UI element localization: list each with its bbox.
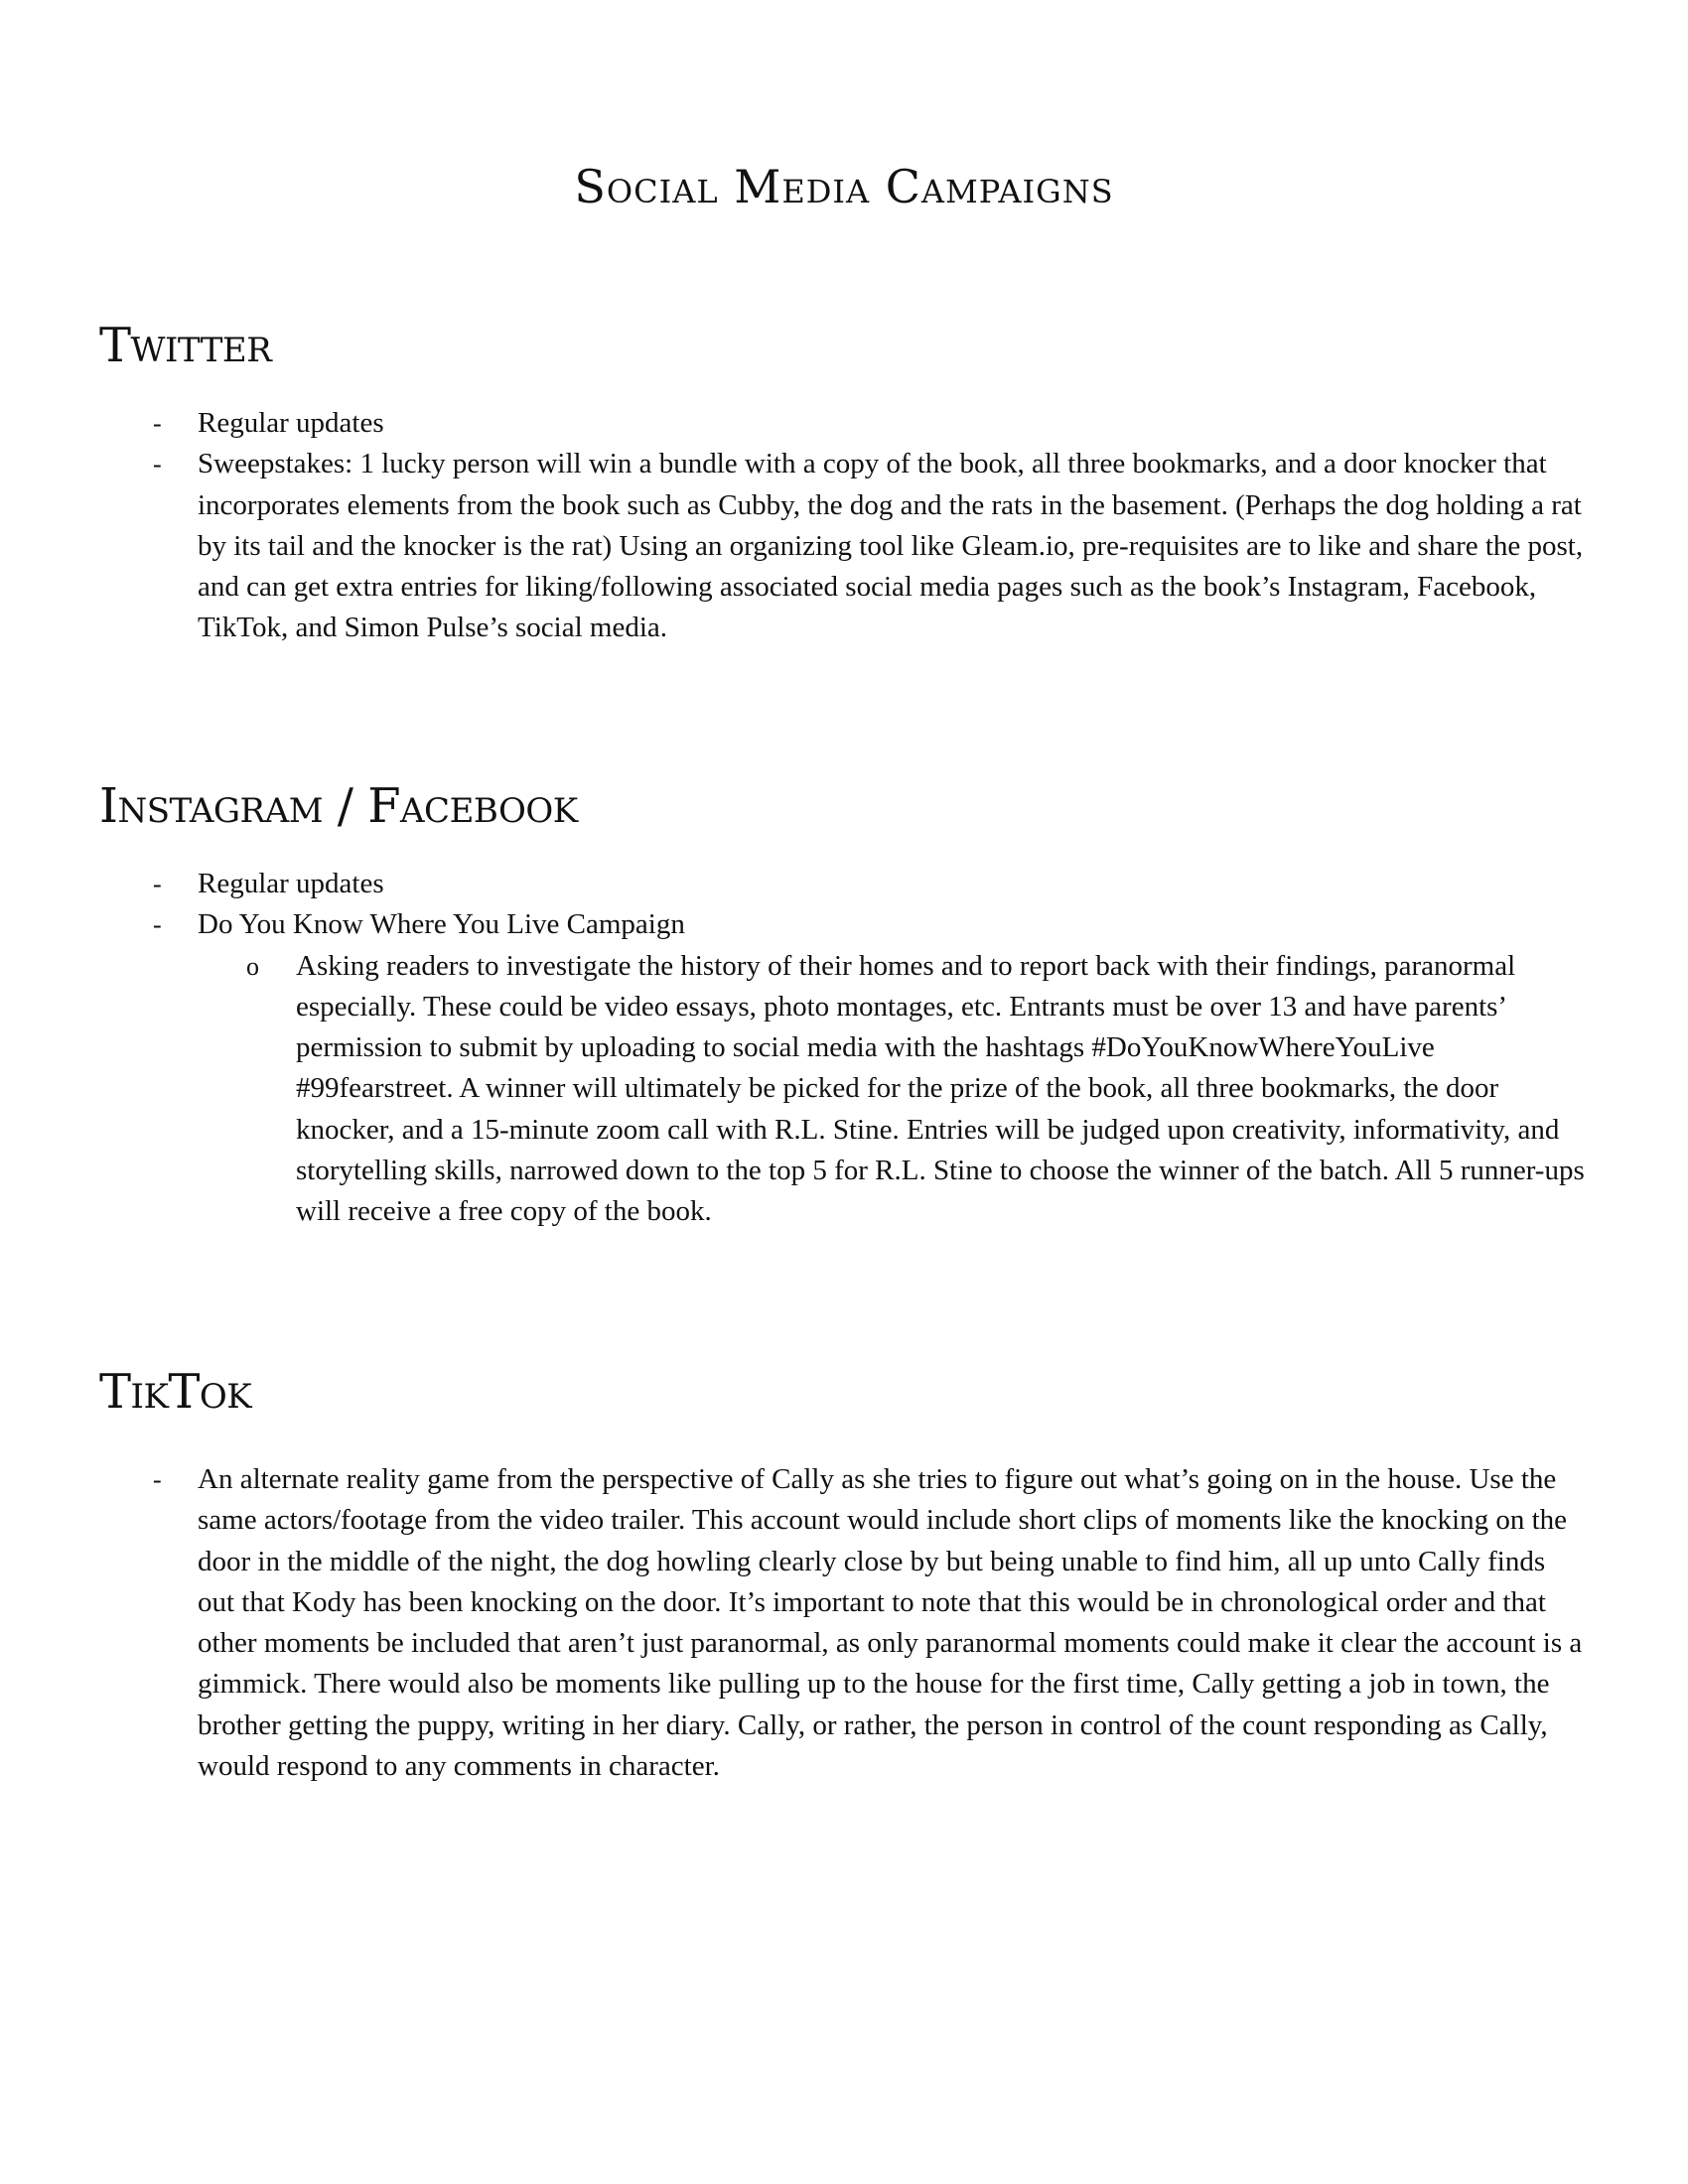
dash-bullet: - (153, 409, 162, 438)
section-tiktok (99, 1362, 1589, 1787)
circle-bullet: o (246, 951, 259, 981)
list-item (99, 904, 1589, 1232)
list-item (99, 403, 1589, 444)
dash-bullet: - (153, 870, 162, 898)
section-heading-instagram-facebook: Instagram / Facebook (99, 778, 578, 834)
sub-list-item-text: Asking readers to investigate the history of their homes and to report back with their findings, paranormal especially. These could be video essays, photo montages, etc. Entrants must be over 13 and have parents’ permission to submit by uploading to social media with the hashtags #DoYouKnowWhereYouLive #99fearstreet. A winner will ultimately be picked for the prize of the book, all three bookmarks, the door knocker, and a 15-minute zoom call with R.L. Stine. Entries will be judged upon creativity, informativity, and storytelling skills, narrowed down to the top 5 for R.L. Stine to choose the winner of the batch. All 5 runner-ups will receive a free copy of the book. (296, 949, 1585, 1228)
section-heading-tiktok: TikTok (99, 1364, 252, 1420)
list-item (99, 444, 1589, 648)
list-item-text: Do You Know Where You Live Campaign (198, 908, 685, 941)
list-item-text: Sweepstakes: 1 lucky person will win a bundle with a copy of the book, all three bookmarks, and a door knocker that incorporates elements from the book such as Cubby, the dog and the rats in the basement. (Perhaps the dog holding a rat by its tail and the knocker is the rat) Using an organizing tool like Gleam.io, pre-requisites are to like and share the post, and can get extra entries for liking/following associated social media pages such as the book’s Instagram, Facebook, TikTok, and Simon Pulse’s social media. (198, 448, 1584, 644)
section-twitter (99, 316, 1589, 649)
twitter-list (99, 403, 1589, 649)
sub-list-item (99, 946, 1589, 1233)
dash-bullet: - (153, 1465, 162, 1494)
document-title: Social Media Campaigns (574, 160, 1114, 213)
list-item-text: Regular updates (198, 868, 384, 899)
campaign-sublist (198, 946, 1589, 1233)
list-item (99, 864, 1589, 904)
tiktok-list (99, 1459, 1589, 1787)
section-heading-twitter: Twitter (99, 318, 272, 373)
list-item (99, 1459, 1589, 1787)
list-item-text: Regular updates (198, 407, 384, 439)
list-item-text: An alternate reality game from the perspective of Cally as she tries to figure out what’s going on in the house. Use the same actors/footage from the video trailer. This account would include short clips of moments like the knocking on the door in the middle of the night, the dog howling clearly close by but being unable to find him, all up unto Cally finds out that Kody has been knocking on the door. It’s important to note that this would be in chronological order and that other moments be included that aren’t just paranormal, as only paranormal moments could make it clear the account is a gimmick. There would also be moments like pulling up to the house for the first time, Cally getting a job in town, the brother getting the puppy, writing in her diary. Cally, or rather, the person in control of the count responding as Cally, would respond to any comments in character. (198, 1463, 1583, 1783)
dash-bullet: - (153, 910, 162, 940)
instagram-facebook-list (99, 864, 1589, 1233)
section-instagram-facebook (99, 776, 1589, 1233)
dash-bullet: - (153, 450, 162, 479)
